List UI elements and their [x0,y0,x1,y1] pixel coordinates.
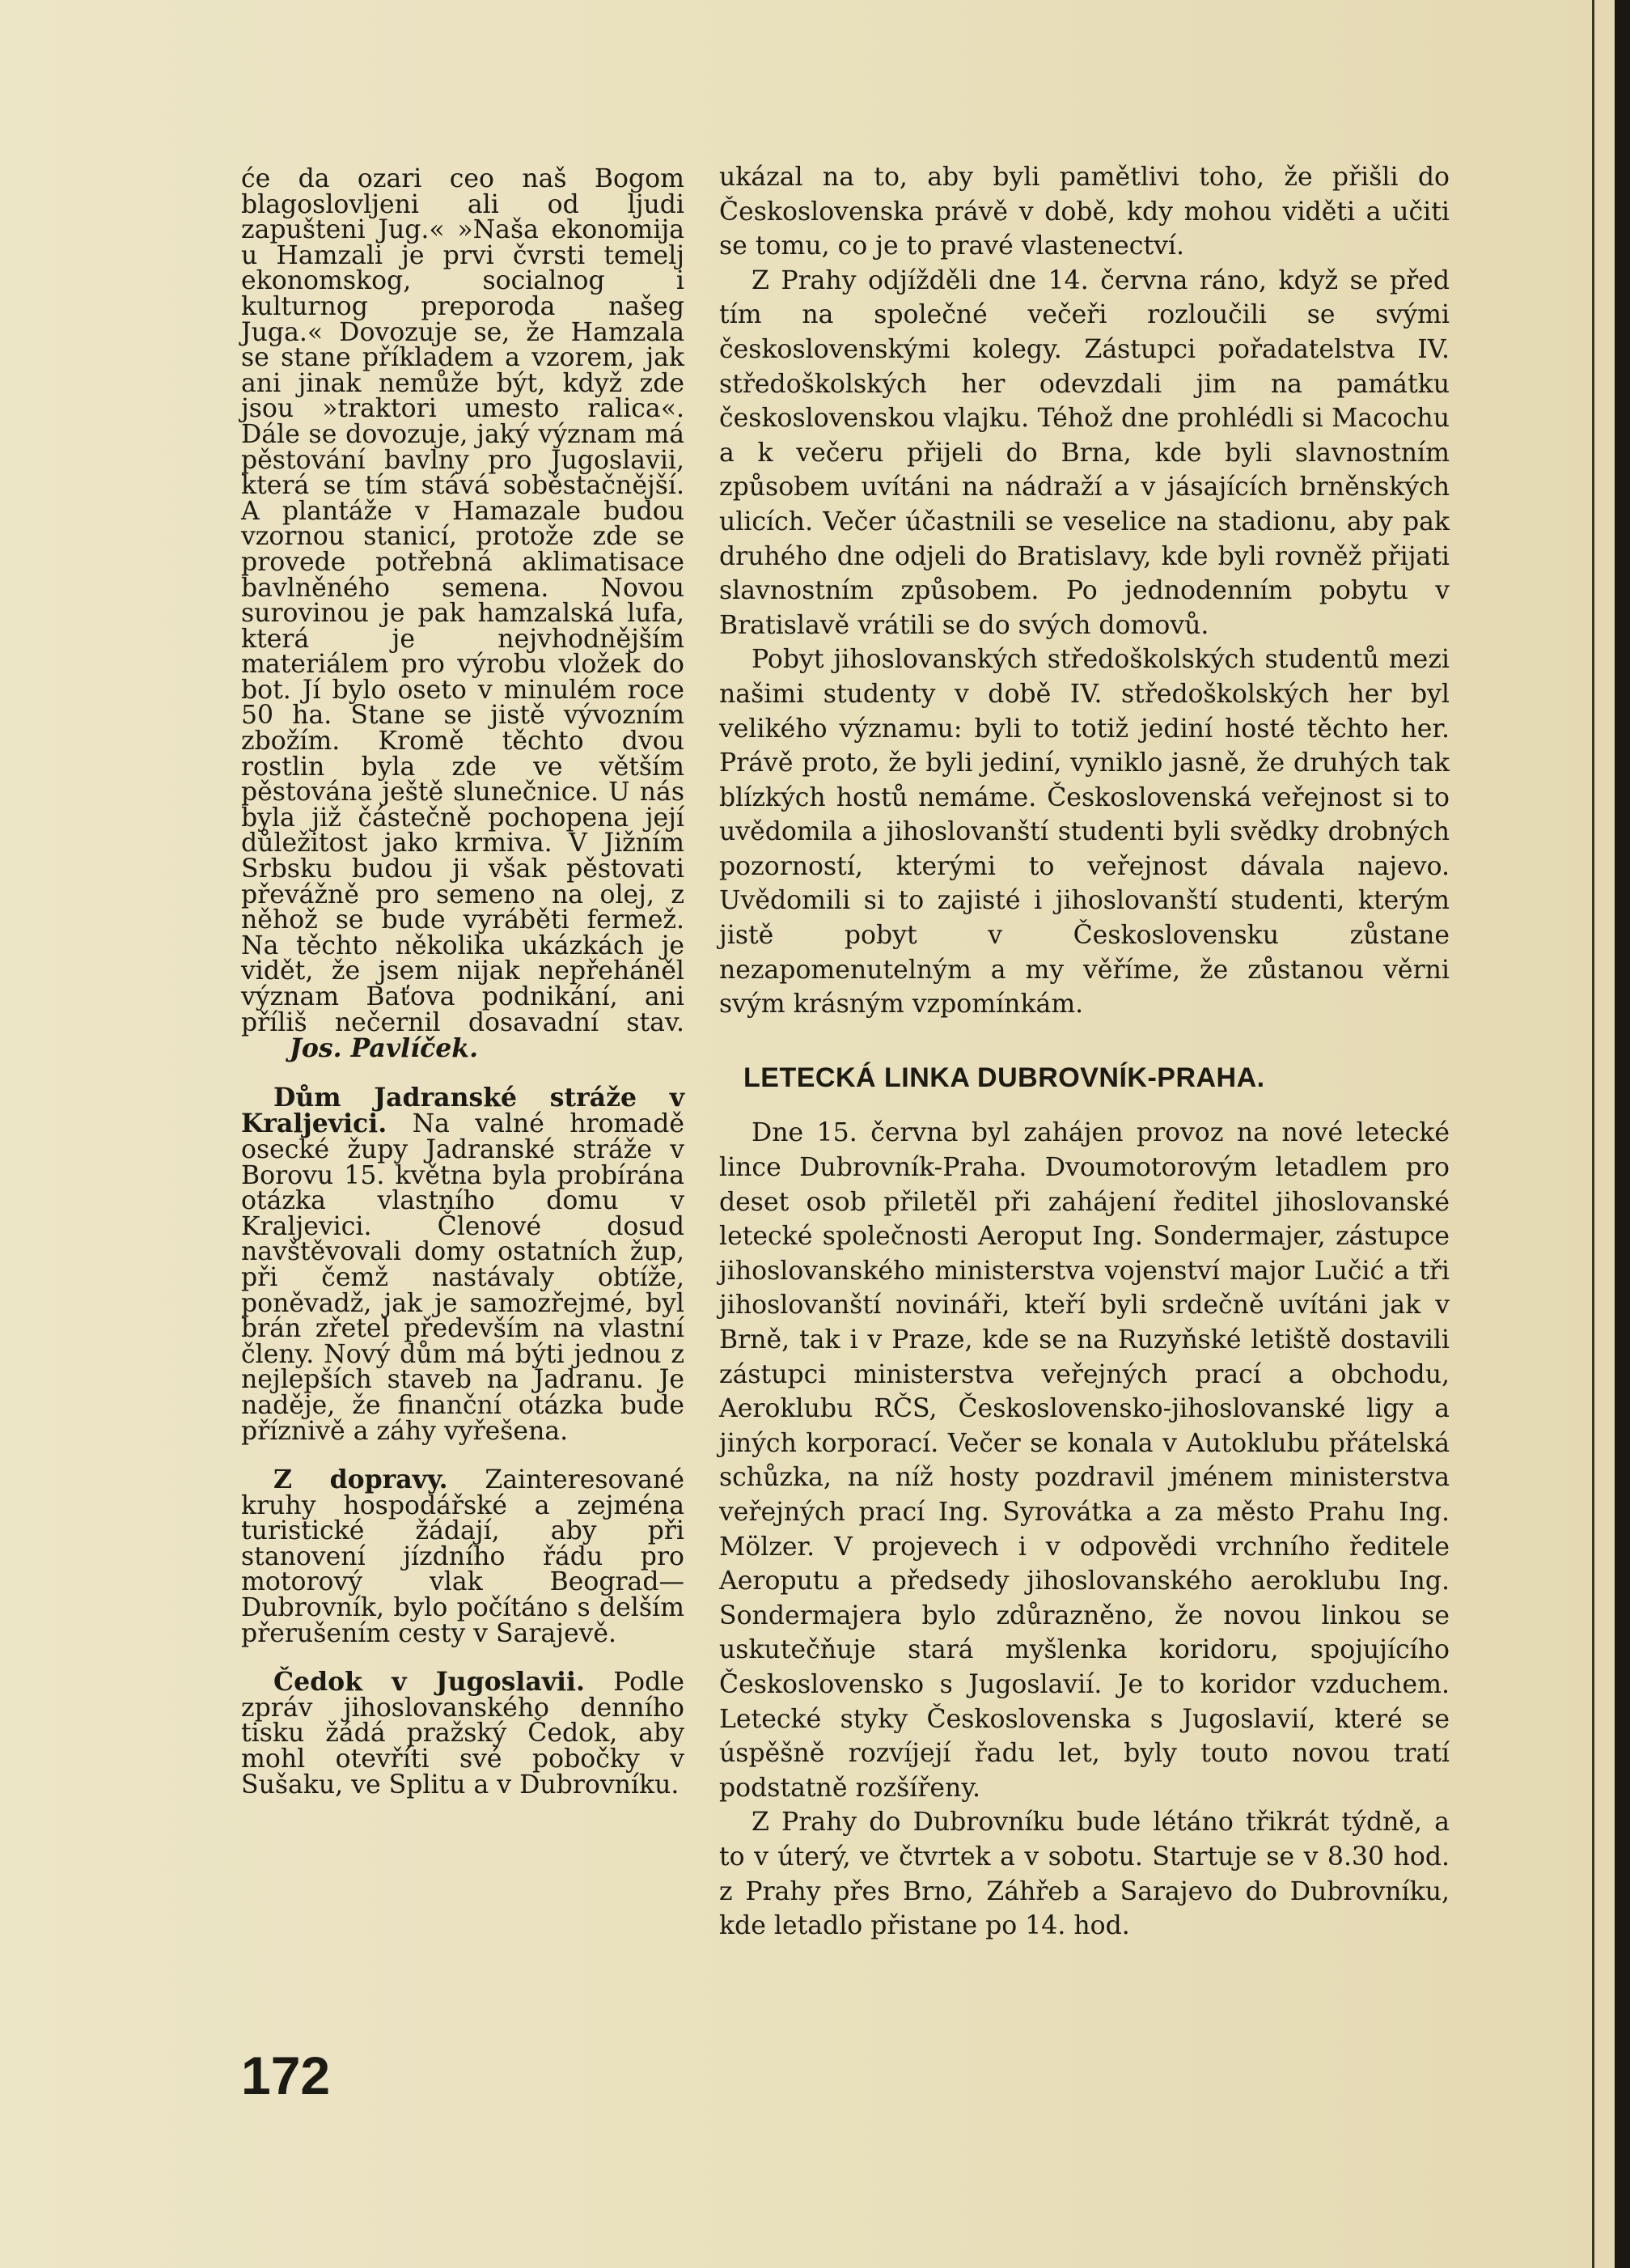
page-edge-strip [1615,0,1630,2268]
left-column [241,164,685,1800]
news-item-cedok [241,1669,684,1798]
news-heading: Z dopravy. [273,1465,448,1495]
paragraph: Z Prahy do Dubrovníku bude létáno třikrát týdně, a to v úterý, ve čtvrtek a v sobotu. Startuje se v 8.30 hod. z Prahy přes Brno, Záhřeb a Sarajevo do Dubrovníku, kde letadlo přistane po 14. hod. [719,1808,1450,1941]
right-column [719,160,1450,1944]
paragraph: Z Prahy odjížděli dne 14. června ráno, když se před tím na společné večeři rozloučili se svými československými kolegy. Zástupci pořadatelstva IV. středoškolských her odevzdali jim na památku československou vlajku. Téhož dne prohlédli si Macochu a k večeru přijeli do Brna, kde byli slavnostním způsobem uvítáni na nádraží a v jásajících brněnských ulicích. Večer účastnili se veselice na stadionu, aby pak druhého dne odjeli do Bratislavy, kde byli rovněž přijati slavnostním způsobem. Po jednodenním pobytu v Bratislavě vrátili se do svých domovů. [719,265,1450,640]
paragraph: Pobyt jihoslovanských středoškolských studentů mezi našimi studenty v době IV. středoškolských her byl velikého významu: byli to totiž jediní hosté těchto her. Právě proto, že byli jediní, vyniklo jasně, že druhých tak blízkých hostů nemáme. Československá veřejnost si to uvědomila a jihoslovanští studenti byli svědky drobných pozorností, kterými to veřejnost dávala najevo. Uvědomili si to zajisté i jihoslovanští studenti, kterým jistě pobyt v Československu zůstane nezapomenutelným a my věříme, že zůstanou věrni svým krásným vzpomínkám. [719,645,1450,1020]
news-item-doprava [241,1467,684,1647]
article-continuation-text: će da ozari ceo naš Bogom blagoslovljeni ali od ljudi zapušteni Jug.« »Naša ekonomija u Hamzali je prvi čvrsti temelj ekonomskog, socialnog i kulturnog preporoda našeg Juga.« Dovozuje se, že Hamzala se stane příkladem a vzorem, jak ani jinak nemůže být, když zde jsou »traktori umesto ralica«. Dále se dovozuje, jaký význam má pěstování bavlny pro Jugoslavii, která se tím stává soběstačnější. A plantáže v Hamazale budou vzornou stanicí, protože zde se provede potřebná aklimatisace bavlněného semena. Novou surovinou je pak hamzalská lufa, která je nejvhodnějším materiálem pro výrobu vložek do bot. Jí bylo oseto v minulém roce 50 ha. Stane se jistě vývozním zbožím. Kromě těchto dvou rostlin byla zde ve větším pěstována ještě slunečnice. U nás byla již částečně pochopena její důležitost jako krmiva. V Jižním Srbsku budou ji však pěstovati převážně pro semeno na olej, z něhož se bude vyráběti fermež. Na těchto několika ukázkách je vidět, že jsem nijak nepřeháněl význam Baťova podnikání, ani příliš nečernil dosavadní stav. [241,164,684,1037]
article-continuation [241,164,684,1064]
binding-line [1592,0,1594,2268]
news-item-jadranska-straza [241,1082,685,1446]
news-text: Na valné hromadě osecké župy Jadranské stráže v Borovu 15. května byla probírána otázka vlastního domu v Kraljevici. Členové dosud navštěvovali domy ostatních žup, při čemž nastávaly obtíže, poněvadž, jak je samozřejmé, byl brán zřetel především na vlastní členy. Nový dům má býti jednou z nejlepších staveb na Jadranu. Je naděje, že finanční otázka bude příznivě a záhy vyřešena. [241,1109,685,1446]
author-signature: Jos. Pavlíček. [290,1033,479,1064]
news-heading: Čedok v Jugoslavii. [273,1667,585,1698]
section-title: LETECKÁ LINKA DUBROVNÍK-PRAHA. [743,1062,1265,1093]
paragraph: Dne 15. června byl zahájen provoz na nové letecké lince Dubrovník-Praha. Dvoumotorovým letadlem pro deset osob přiletěl při zahájení ředitel jihoslovanské letecké společnosti Aeroput Ing. Sondermajer, zástupce jihoslovanského ministerstva vojenství major Lučić a tři jihoslovanští novináři, kteří byli srdečně uvítáni jak v Brně, tak i v Praze, kde se na Ruzyňské letiště dostavili zástupci ministerstva veřejných prací a obchodu, Aeroklubu RČS, Československo-jihoslovanské ligy a jiných korporací. Večer se konala v Autoklubu přátelská schůzka, na níž hosty pozdravil jménem ministerstva veřejných prací Ing. Syrovátka a za město Prahu Ing. Mölzer. V projevech i v odpovědi vrchního ředitele Aeroputu a předsedy jihoslovanského aeroklubu Ing. Sondermajera bylo zdůrazněno, že novou linkou se uskutečňuje stará myšlenka koridoru, spojujícího Československo s Jugoslavií. Je to koridor vzduchem. Letecké styky Československa s Jugoslavií, které se úspěšně rozvíjejí řadu let, byly touto novou tratí podstatně rozšířeny. [719,1118,1450,1803]
news-text: Podle zpráv jihoslovanského denního tisku žádá pražský Čedok, aby mohl otevříti své pobočky v Sušaku, ve Splitu a v Dubrovníku. [241,1668,684,1800]
page-number: 172 [241,2045,331,2105]
news-text: Zainteresované kruhy hospodářské a zejména turistické žádají, aby při stanovení jízdního řádu pro motorový vlak Beograd—Dubrovník, bylo počítáno s delším přerušením cesty v Sarajevě. [241,1465,684,1648]
news-heading: Dům Jadranské stráže v Kraljevici. [241,1082,684,1139]
paragraph: ukázal na to, aby byli pamětlivi toho, že přišli do Československa právě v době, kdy mohou viděti a učiti se tomu, co je to pravé vlastenectví. [719,163,1450,261]
